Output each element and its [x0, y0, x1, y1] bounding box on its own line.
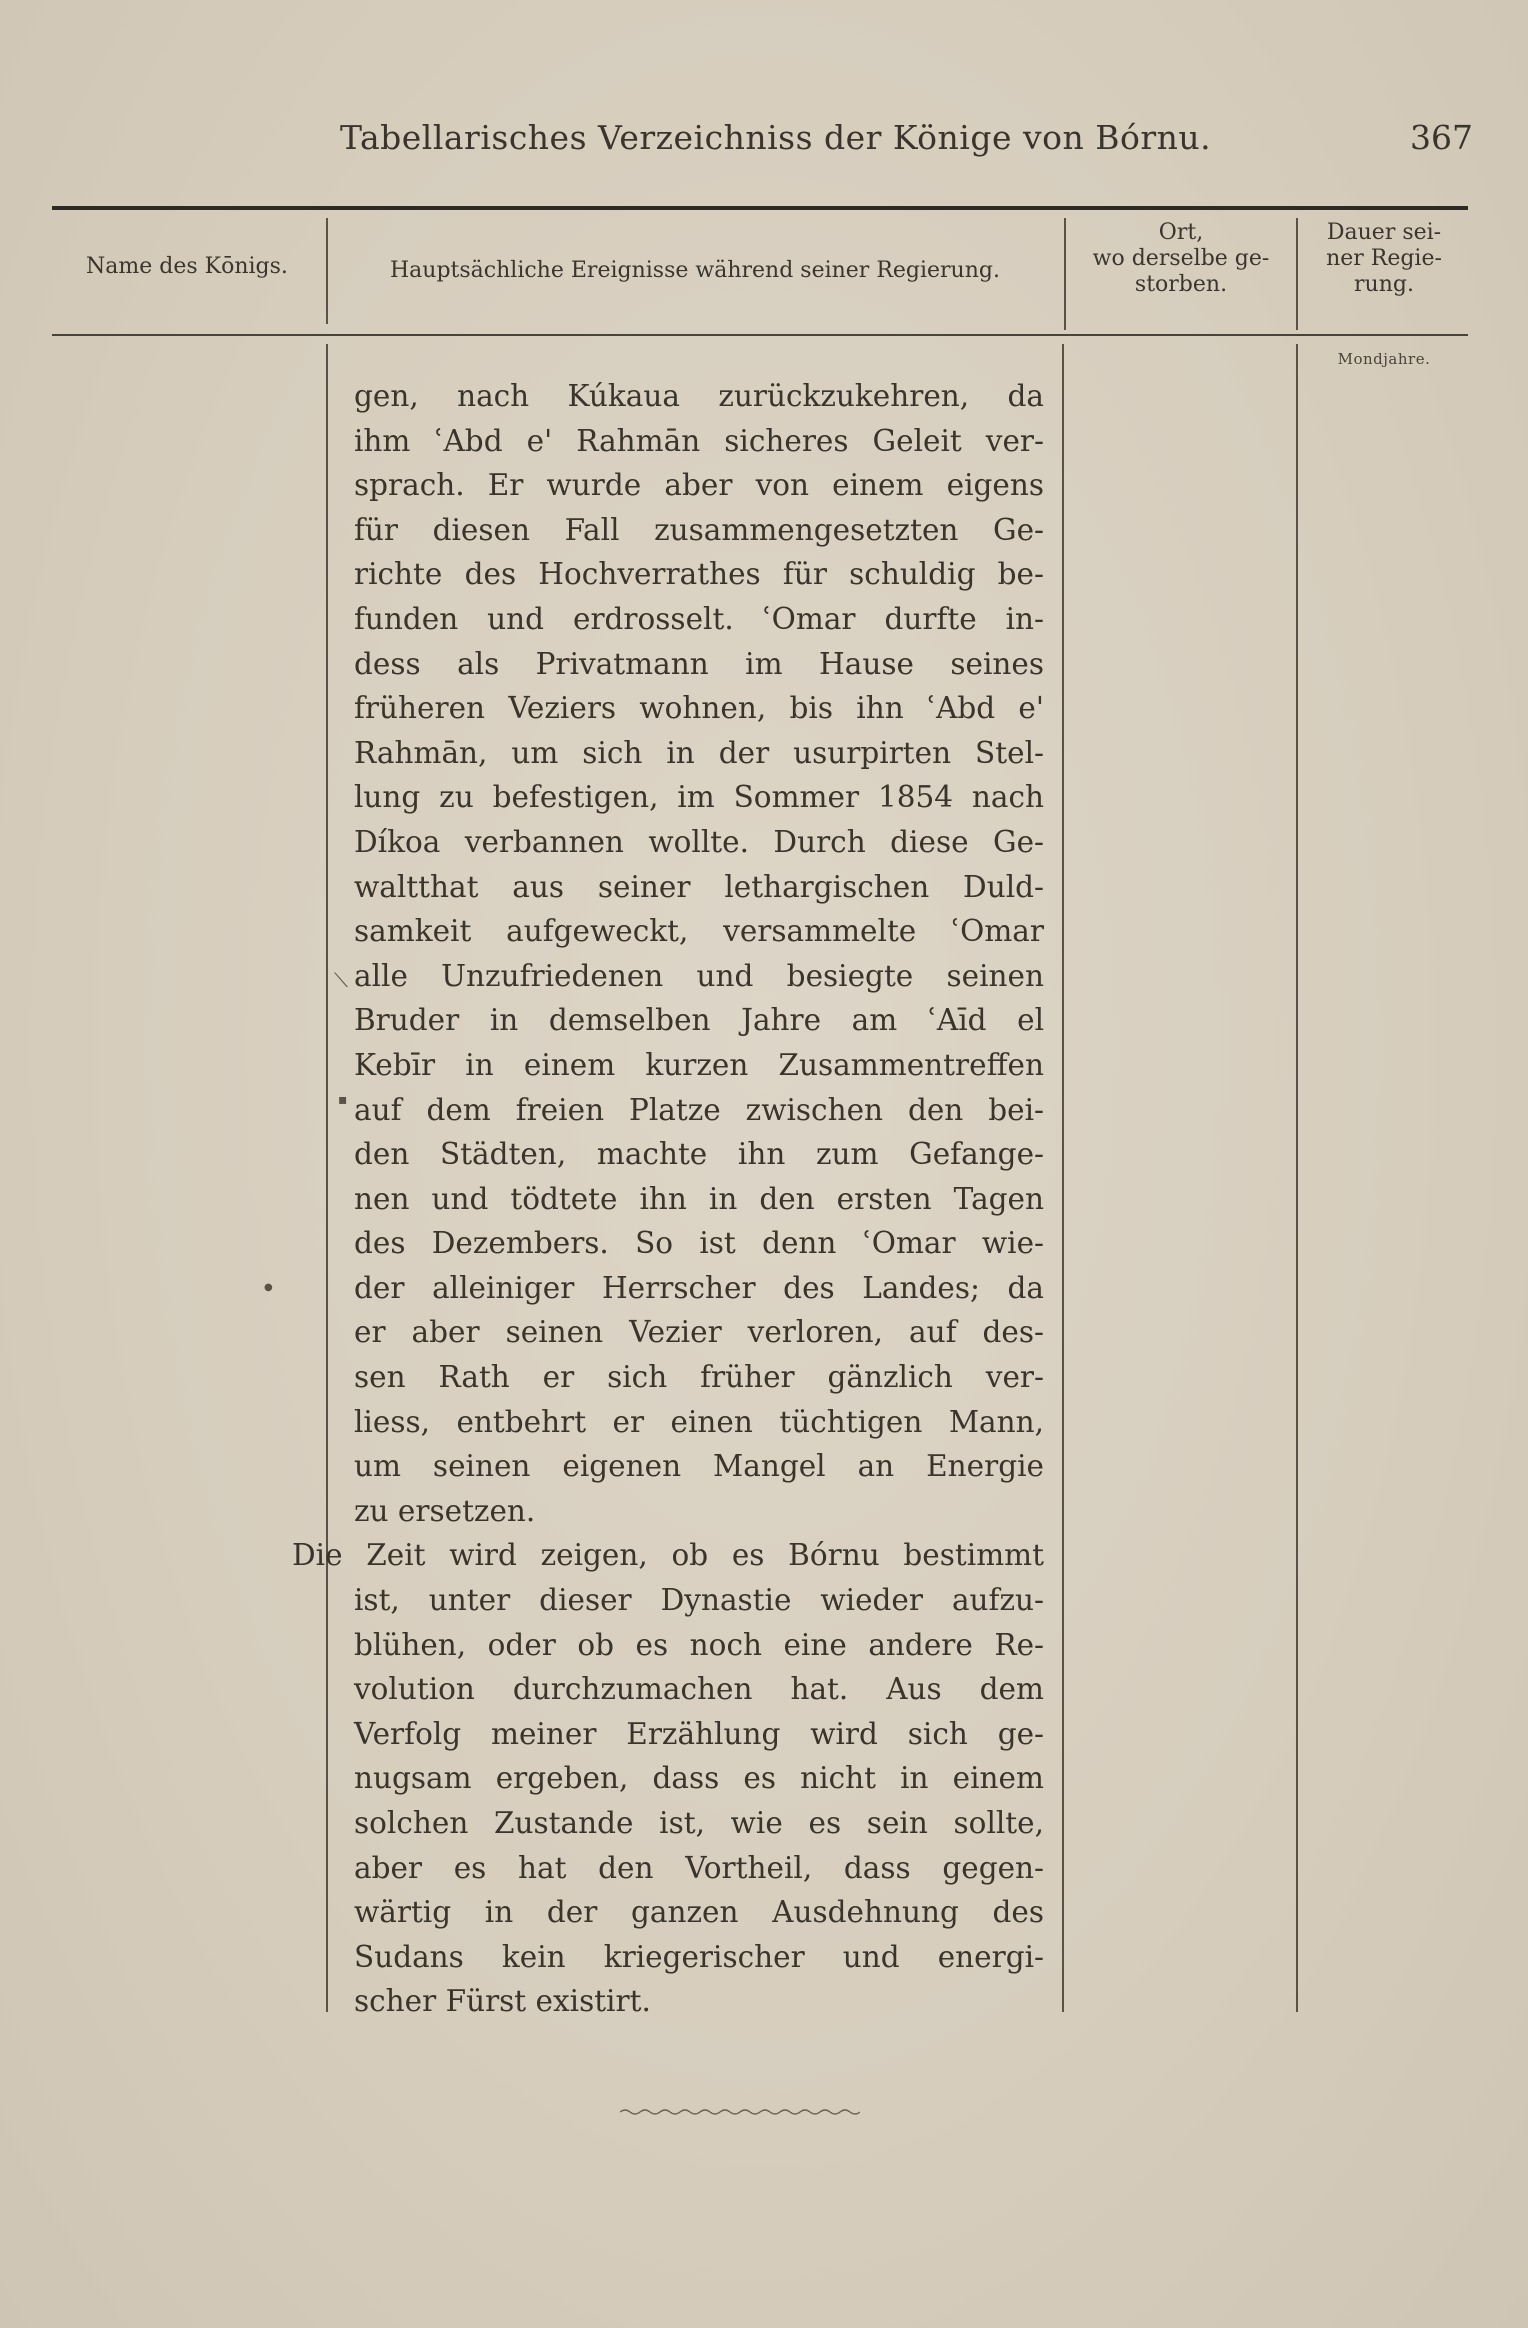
text-line: sen Rath er sich früher gänzlich ver- [354, 1360, 1044, 1395]
column-divider [1064, 218, 1066, 330]
column-header-place [1068, 220, 1294, 298]
column-divider [326, 218, 328, 324]
running-head [0, 118, 1528, 168]
text-line: aber es hat den Vortheil, dass gegen- [354, 1850, 1044, 1885]
text-line: ist, unter dieser Dynastie wieder aufzu- [354, 1583, 1044, 1618]
text-line: um seinen eigenen Mangel an Energie [354, 1449, 1044, 1484]
text-line: volution durchzumachen hat. Aus dem [354, 1672, 1044, 1707]
text-line: ihm ʿAbd e' Rahmān sicheres Geleit ver- [354, 423, 1044, 458]
text-line: früheren Veziers wohnen, bis ihn ʿAbd e' [354, 691, 1044, 726]
column-divider [1062, 344, 1064, 2012]
column-header-events: Hauptsächliche Ereignisse während seiner Regierung. [390, 258, 1000, 283]
header-line: Ort, [1158, 220, 1204, 245]
text-line: scher Fürst existirt. [354, 1984, 651, 2019]
text-line: richte des Hochverrathes für schuldig be- [354, 557, 1044, 592]
text-line: wärtig in der ganzen Ausdehnung des [354, 1895, 1044, 1930]
text-line: blühen, oder ob es noch eine andere Re- [354, 1627, 1044, 1662]
header-line: Dauer sei- [1326, 220, 1442, 245]
header-line: rung. [1354, 272, 1414, 297]
text-line: Rahmān, um sich in der usurpirten Stel- [354, 735, 1044, 770]
page-title: Tabellarisches Verzeichniss der Könige von Bórnu. [340, 118, 1212, 157]
margin-mark: ▪ [338, 1092, 348, 1108]
text-line: nen und tödtete ihn in den ersten Tagen [354, 1181, 1044, 1216]
text-line: auf dem freien Platze zwischen den bei- [354, 1092, 1044, 1127]
text-line: sprach. Er wurde aber von einem eigens [354, 468, 1044, 503]
header-rule-thin [52, 334, 1468, 336]
text-line: liess, entbehrt er einen tüchtigen Mann, [354, 1404, 1044, 1439]
header-rule-thick [52, 206, 1468, 210]
text-line: funden und erdrosselt. ʿOmar durfte in- [354, 601, 1044, 636]
margin-mark: ⟍ [334, 968, 348, 992]
column-divider [1296, 218, 1298, 330]
text-line: solchen Zustande ist, wie es sein sollte, [354, 1806, 1044, 1840]
column-header-name: Name des Kōnigs. [86, 254, 288, 279]
text-line: Díkoa verbannen wollte. Durch diese Ge- [354, 824, 1044, 859]
text-line: er aber seinen Vezier verloren, auf des- [354, 1315, 1044, 1350]
text-line: Kebīr in einem kurzen Zusammentreffen [354, 1047, 1044, 1082]
events-text [292, 374, 1044, 2024]
end-ornament [620, 2108, 860, 2116]
column-header-duration [1300, 220, 1468, 298]
text-line: für diesen Fall zusammengesetzten Ge- [354, 512, 1044, 547]
margin-mark: ● [264, 1282, 273, 1293]
text-line: lung zu befestigen, im Sommer 1854 nach [354, 780, 1044, 815]
text-line: alle Unzufriedenen und besiegte seinen [354, 958, 1044, 993]
column-divider [1296, 344, 1298, 2012]
text-line: dess als Privatmann im Hause seines [354, 646, 1044, 681]
text-line: nugsam ergeben, dass es nicht in einem [354, 1761, 1044, 1796]
text-line: zu ersetzen. [354, 1493, 536, 1528]
header-line: ner Regie- [1326, 246, 1442, 271]
text-line: Sudans kein kriegerischer und energi- [354, 1939, 1044, 1974]
text-line: Verfolg meiner Erzählung wird sich ge- [354, 1716, 1044, 1751]
header-line: storben. [1134, 272, 1228, 297]
text-line: Die Zeit wird zeigen, ob es Bórnu bestimmt [292, 1538, 1044, 1573]
page-number: 367 [1410, 118, 1473, 157]
text-line: der alleiniger Herrscher des Landes; da [354, 1270, 1044, 1305]
text-line: gen, nach Kúkaua zurückzukehren, da [354, 379, 1044, 413]
header-line: wo derselbe ge- [1092, 246, 1270, 271]
column-divider [326, 344, 328, 2012]
text-line: samkeit aufgeweckt, versammelte ʿOmar [354, 914, 1044, 949]
text-line: waltthat aus seiner lethargischen Duld- [354, 869, 1044, 904]
duration-unit-label: Mondjahre. [1337, 350, 1431, 368]
text-line: des Dezembers. So ist denn ʿOmar wie- [354, 1226, 1044, 1261]
text-line: Bruder in demselben Jahre am ʿAīd el [354, 1003, 1044, 1038]
text-line: den Städten, machte ihn zum Gefange- [354, 1137, 1044, 1172]
